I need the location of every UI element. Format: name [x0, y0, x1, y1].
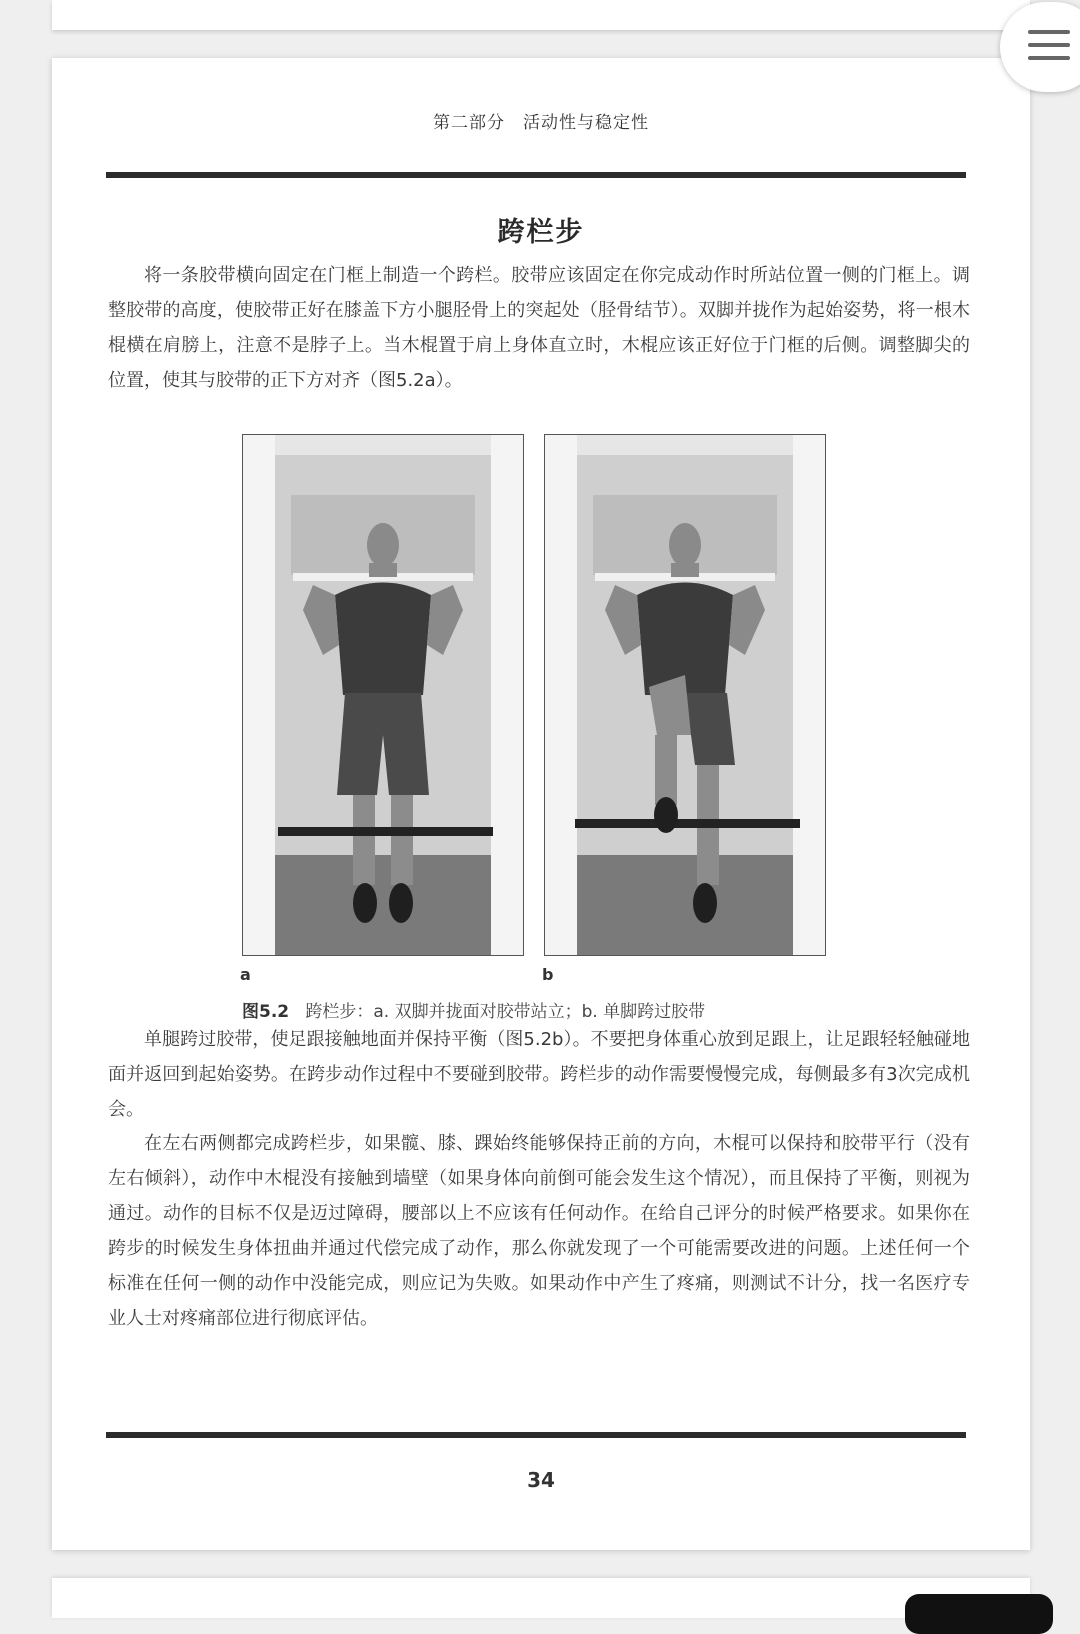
figure-photo-b [544, 434, 826, 956]
header-rule [106, 172, 966, 178]
figure-caption-number: 图5.2 [242, 1002, 290, 1022]
paragraph-scoring: 在左右两侧都完成跨栏步，如果髋、膝、踝始终能够保持正前的方向，木棍可以保持和胶带平行（没有左右倾斜），动作中木棍没有接触到墙壁（如果身体向前倒可能会发生这个情况），而且保持了平衡，则视为通过。动作的目标不仅是迈过障碍，腰部以上不应该有任何动作。在给自己评分的时候严格要求。如果你在跨步的时候发生身体扭曲并通过代偿完成了动作，那么你就发现了一个可能需要改进的问题。上述任何一个标准在任何一侧的动作中没能完成，则应记为失败。如果动作中产生了疼痛，则测试不计分，找一名医疗专业人士对疼痛部位进行彻底评估。 [108, 1133, 970, 1329]
paragraph-setup: 将一条胶带横向固定在门框上制造一个跨栏。胶带应该固定在你完成动作时所站位置一侧的门框上。调整胶带的高度，使胶带正好在膝盖下方小腿胫骨上的突起处（胫骨结节）。双脚并拢作为起始姿势，将一根木棍横在肩膀上，注意不是脖子上。当木棍置于肩上身体直立时，木棍应该正好位于门框的后侧。调整脚尖的位置，使其与胶带的正下方对齐（图5.2a）。 [108, 265, 970, 391]
book-page [52, 58, 1030, 1550]
photo-b-illustration [545, 435, 825, 955]
next-page-edge [52, 1578, 1030, 1618]
previous-page-edge [52, 0, 1030, 30]
figure-label-a: a [240, 965, 251, 984]
hamburger-menu-icon[interactable] [1000, 2, 1080, 92]
bottom-toolbar-tab[interactable] [905, 1594, 1053, 1634]
footer-rule [106, 1432, 966, 1438]
paragraph-step-over: 单腿跨过胶带，使足跟接触地面并保持平衡（图5.2b）。不要把身体重心放到足跟上，让足跟轻轻触碰地面并返回到起始姿势。在跨步动作过程中不要碰到胶带。跨栏步的动作需要慢慢完成，每侧最多有3次完成机会。 [108, 1029, 970, 1120]
photo-a-illustration [243, 435, 523, 955]
figure-caption [242, 997, 705, 1022]
running-header: 第二部分 活动性与稳定性 [433, 113, 649, 133]
page-number: 34 [527, 1468, 555, 1492]
figure-label-b: b [542, 965, 554, 984]
section-title: 跨栏步 [497, 217, 585, 248]
figure-photo-a [242, 434, 524, 956]
figure-caption-text: 跨栏步：a. 双脚并拢面对胶带站立；b. 单脚跨过胶带 [305, 1002, 706, 1022]
